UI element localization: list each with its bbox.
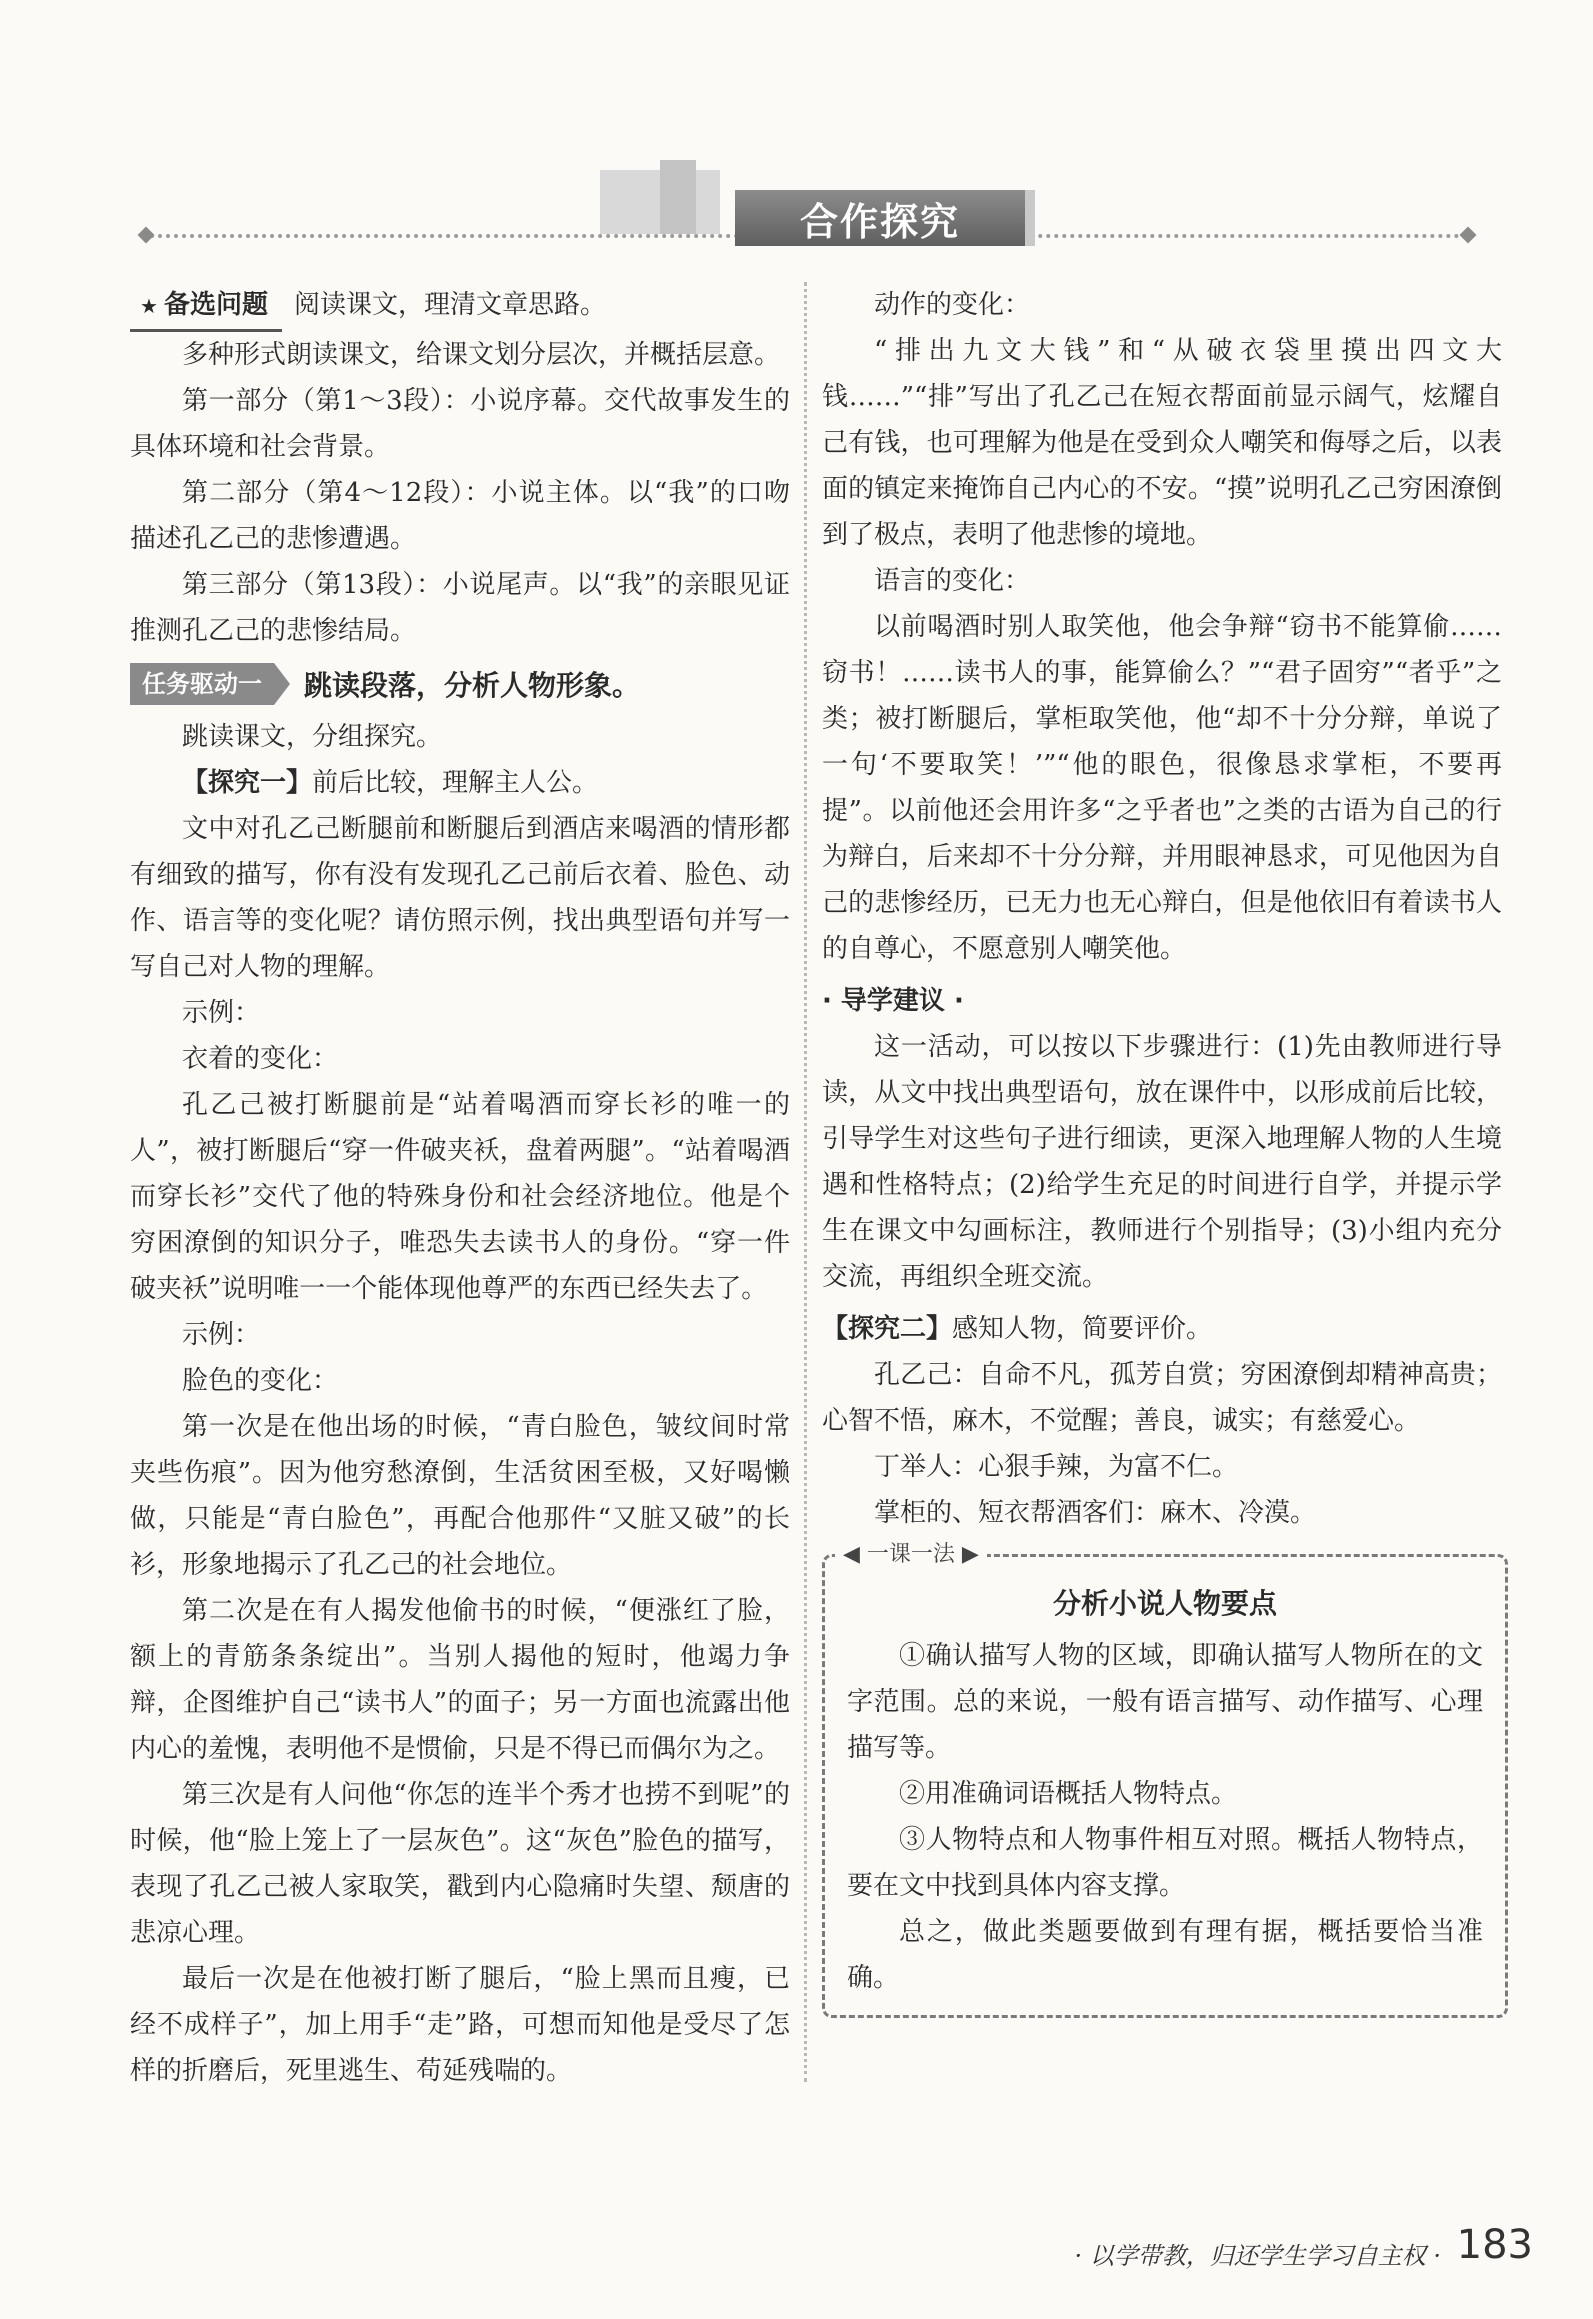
star-icon: ★ xyxy=(140,294,158,318)
paragraph: 丁举人：心狠手辣，为富不仁。 xyxy=(874,1452,1239,1482)
page-number: 183 xyxy=(1456,2222,1533,2268)
method-tag: ◀ 一课一法 ▶ xyxy=(835,1537,987,1568)
explore-two-label: 【探究二】 xyxy=(822,1314,953,1344)
method-box xyxy=(822,1542,1508,2018)
task-heading xyxy=(130,658,790,710)
optional-question-text: 阅读课文，理清文章思路。 xyxy=(293,290,606,320)
optional-question xyxy=(130,282,790,332)
explore-two-text: 感知人物，简要评价。 xyxy=(952,1314,1213,1344)
method-point: ③人物特点和人物事件相互对照。概括人物特点，要在文中找到具体内容支撑。 xyxy=(847,1825,1483,1901)
paragraph: 动作的变化： xyxy=(874,290,1031,320)
header-decoration xyxy=(660,160,696,234)
paragraph: 以前喝酒时别人取笑他，他会争辩“窃书不能算偷……窃书！……读书人的事，能算偷么？”“君子固穷”“者乎”之类；被打断腿后，掌柜取笑他，他“却不十分分辩，单说了一句‘不要取笑！’”“他的眼色，很像恳求掌柜，不要再提”。以前他还会用许多“之乎者也”之类的古语为自己的行为辩白，后来却不十分分辩，并用眼神恳求，可见他因为自己的悲惨经历，已无力也无心辩白，但是他依旧有着读书人的自尊心，不愿意别人嘲笑他。 xyxy=(822,612,1502,964)
paragraph: 第二部分（第4～12段）：小说主体。以“我”的口吻描述孔乙己的悲惨遭遇。 xyxy=(130,478,790,554)
paragraph: 最后一次是在他被打断了腿后，“脸上黑而且瘦，已经不成样子”，加上用手“走”路，可想而知他是受尽了怎样的折磨后，死里逃生、苟延残喘的。 xyxy=(130,1964,790,2086)
task-title: 跳读段落，分析人物形象。 xyxy=(304,669,641,702)
method-point: ②用准确词语概括人物特点。 xyxy=(899,1779,1238,1809)
column-divider xyxy=(804,282,807,2082)
explore-one-text: 前后比较，理解主人公。 xyxy=(312,768,599,798)
method-point: 总之，做此类题要做到有理有据，概括要恰当准确。 xyxy=(847,1917,1483,1993)
paragraph: 语言的变化： xyxy=(874,566,1031,596)
optional-question-badge: ★ 备选问题 xyxy=(130,282,282,332)
method-title: 分析小说人物要点 xyxy=(1052,1587,1277,1620)
paragraph: 跳读课文，分组探究。 xyxy=(182,722,443,752)
left-column xyxy=(130,282,790,2094)
right-column xyxy=(822,282,1502,2018)
task-label: 任务驱动一 xyxy=(130,663,274,705)
paragraph: 示例： xyxy=(182,998,261,1028)
explore-two-heading xyxy=(822,1306,1502,1352)
guide-heading: · 导学建议 · xyxy=(822,986,964,1016)
arrow-right-icon xyxy=(274,663,290,705)
guide-text: 这一活动，可以按以下步骤进行：(1)先由教师进行导读，从文中找出典型语句，放在课件中，以形成前后比较，引导学生对这些句子进行细读，更深入地理解人物的人生境遇和性格特点；(2)给学生充足的时间进行自学，并提示学生在课文中勾画标注，教师进行个别指导；(3)小组内充分交流，再组织全班交流。 xyxy=(822,1032,1502,1292)
header-rule-end-right xyxy=(1460,227,1477,244)
paragraph: 第二次是在有人揭发他偷书的时候，“便涨红了脸，额上的青筋条条绽出”。当别人揭他的短时，他竭力争辩，企图维护自己“读书人”的面子；另一方面也流露出他内心的羞愧，表明他不是惯偷，只是不得已而偶尔为之。 xyxy=(130,1596,790,1764)
paragraph: 第三部分（第13段）：小说尾声。以“我”的亲眼见证推测孔乙己的悲惨结局。 xyxy=(130,570,790,646)
footer-motto: · 以学带教，归还学生学习自主权 · xyxy=(1074,2242,1441,2270)
paragraph: 第一部分（第1～3段）：小说序幕。交代故事发生的具体环境和社会背景。 xyxy=(130,386,790,462)
paragraph: 掌柜的、短衣帮酒客们：麻木、冷漠。 xyxy=(874,1498,1317,1528)
paragraph: 第三次是有人问他“你怎的连半个秀才也捞不到呢”的时候，他“脸上笼上了一层灰色”。这“灰色”脸色的描写，表现了孔乙己被人家取笑，戳到内心隐痛时失望、颓唐的悲凉心理。 xyxy=(130,1780,790,1948)
paragraph: 文中对孔乙己断腿前和断腿后到酒店来喝酒的情形都有细致的描写，你有没有发现孔乙己前后衣着、脸色、动作、语言等的变化呢？请仿照示例，找出典型语句并写一写自己对人物的理解。 xyxy=(130,814,790,982)
paragraph: 孔乙己：自命不凡，孤芳自赏；穷困潦倒却精神高贵；心智不悟，麻木，不觉醒；善良，诚实；有慈爱心。 xyxy=(822,1360,1502,1436)
paragraph: 多种形式朗读课文，给课文划分层次，并概括层意。 xyxy=(182,340,781,370)
paragraph: 示例： xyxy=(182,1320,261,1350)
section-title: 合作探究 xyxy=(735,190,1035,246)
paragraph: 衣着的变化： xyxy=(182,1044,339,1074)
paragraph: 第一次是在他出场的时候，“青白脸色，皱纹间时常夹些伤痕”。因为他穷愁潦倒，生活贫困至极，又好喝懒做，只能是“青白脸色”，再配合他那件“又脏又破”的长衫，形象地揭示了孔乙己的社会地位。 xyxy=(130,1412,790,1580)
paragraph: 孔乙己被打断腿前是“站着喝酒而穿长衫的唯一的人”，被打断腿后“穿一件破夹袄，盘着两腿”。“站着喝酒而穿长衫”交代了他的特殊身份和社会经济地位。他是个穷困潦倒的知识分子，唯恐失去读书人的身份。“穿一件破夹袄”说明唯一一个能体现他尊严的东西已经失去了。 xyxy=(130,1090,790,1304)
paragraph: 脸色的变化： xyxy=(182,1366,339,1396)
method-point: ①确认描写人物的区域，即确认描写人物所在的文字范围。总的来说，一般有语言描写、动作描写、心理描写等。 xyxy=(847,1641,1483,1763)
header-rule-end-left xyxy=(138,227,155,244)
paragraph: “排出九文大钱”和“从破衣袋里摸出四文大钱……”“排”写出了孔乙己在短衣帮面前显示阔气，炫耀自己有钱，也可理解为他是在受到众人嘲笑和侮辱之后，以表面的镇定来掩饰自己内心的不安。“摸”说明孔乙己穷困潦倒到了极点，表明了他悲惨的境地。 xyxy=(822,336,1502,550)
explore-one-label: 【探究一】 xyxy=(182,768,313,798)
explore-one-heading xyxy=(130,760,790,806)
